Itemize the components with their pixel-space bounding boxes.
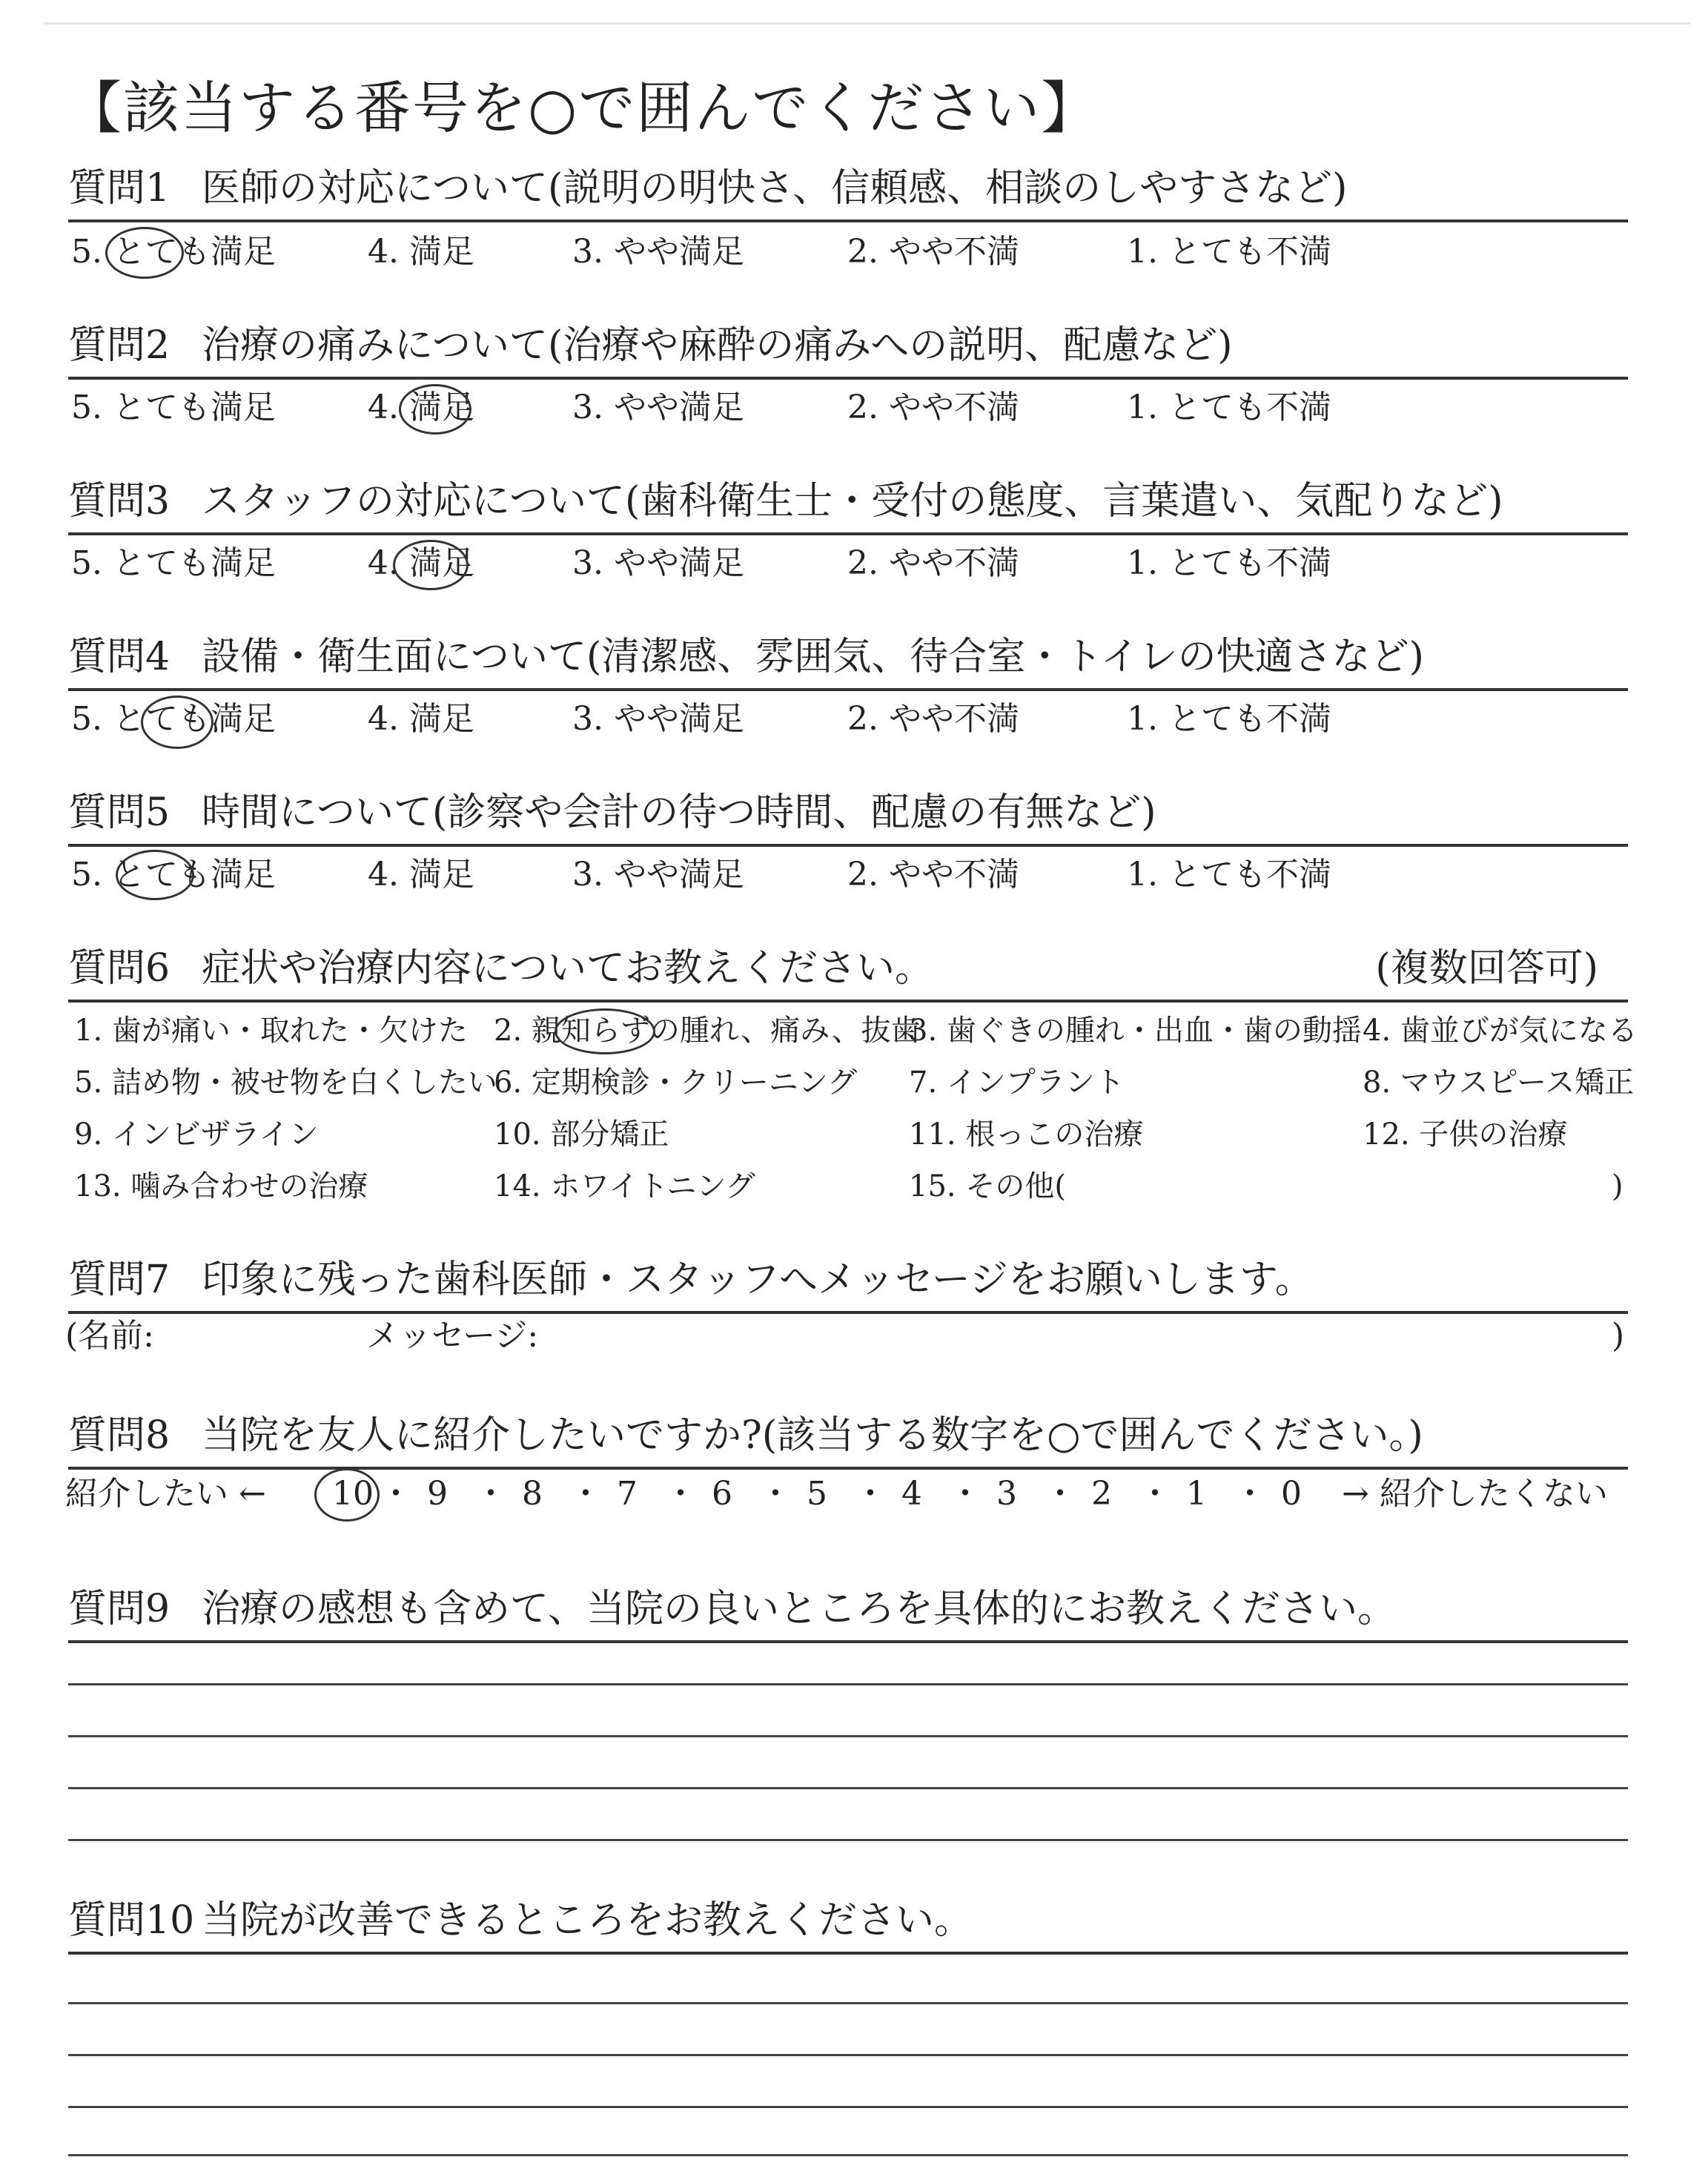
question-text: スタッフの対応について(歯科衛生士・受付の態度、言葉遣い、気配りなど) (202, 479, 1503, 524)
answer-line[interactable] (68, 1839, 1628, 1841)
top-rule (44, 22, 1690, 24)
symptom-option-12[interactable]: 12. 子供の治療 (1363, 1117, 1568, 1152)
scale-value-1[interactable]: 1 (1186, 1475, 1207, 1513)
option-1[interactable]: 1. とても不満 (1127, 544, 1331, 582)
symptom-option-3[interactable]: 3. 歯ぐきの腫れ・出血・歯の動揺 (909, 1014, 1362, 1048)
option-5[interactable]: 5. とても満足 (71, 233, 276, 271)
symptom-option-6[interactable]: 6. 定期検診・クリーニング (494, 1066, 858, 1100)
question-number: 質問8 (68, 1413, 171, 1458)
option-3[interactable]: 3. やや満足 (572, 233, 744, 271)
scale-value-7[interactable]: 7 (617, 1475, 638, 1513)
question-4-heading (68, 626, 1628, 691)
answer-line[interactable] (68, 1683, 1628, 1685)
option-1[interactable]: 1. とても不満 (1127, 856, 1331, 894)
question-2-options (0, 386, 1708, 430)
scale-value-3[interactable]: 3 (996, 1475, 1017, 1513)
option-4[interactable]: 4. 満足 (368, 233, 474, 271)
option-4[interactable]: 4. 満足 (368, 700, 474, 738)
question-number: 質問6 (68, 946, 171, 991)
symptom-option-5[interactable]: 5. 詰め物・被せ物を白くしたい (74, 1066, 497, 1100)
recommend-label: 紹介したい ← (65, 1475, 266, 1513)
question-number: 質問3 (68, 479, 171, 524)
question-5-options (0, 853, 1708, 897)
question-text: 印象に残った歯科医師・スタッフへメッセージをお願いします。 (202, 1258, 1314, 1302)
option-3[interactable]: 3. やや満足 (572, 700, 744, 738)
symptom-option-1[interactable]: 1. 歯が痛い・取れた・欠けた (74, 1014, 468, 1048)
question-text: 治療の痛みについて(治療や麻酔の痛みへの説明、配慮など) (202, 323, 1233, 368)
message-close-paren: ) (1612, 1317, 1625, 1355)
question-number: 質問5 (68, 790, 171, 835)
option-5[interactable]: 5. とても満足 (71, 700, 276, 738)
scale-separator: ・ (569, 1475, 602, 1513)
symptom-option-15[interactable]: 15. その他( (909, 1169, 1066, 1203)
question-2-heading (68, 314, 1628, 380)
recommend-scale (0, 1468, 1708, 1520)
symptom-option-8[interactable]: 8. マウスピース矯正 (1363, 1066, 1635, 1100)
question-text: 症状や治療内容についてお教えください。 (202, 946, 933, 991)
scale-value-0[interactable]: 0 (1281, 1475, 1302, 1513)
question-text: 治療の感想も含めて、当院の良いところを具体的にお教えください。 (202, 1587, 1396, 1631)
question-3-heading (68, 470, 1628, 535)
option-2[interactable]: 2. やや不満 (847, 544, 1019, 582)
question-5-heading (68, 782, 1628, 847)
question-number: 質問1 (68, 166, 171, 211)
question-9-heading (68, 1578, 1628, 1643)
question-number: 質問9 (68, 1587, 171, 1631)
scale-separator: ・ (854, 1475, 887, 1513)
symptom-option-11[interactable]: 11. 根っこの治療 (909, 1117, 1144, 1152)
question-6-heading (68, 937, 1628, 1003)
symptom-option-10[interactable]: 10. 部分矯正 (494, 1117, 669, 1152)
symptom-option-7[interactable]: 7. インプラント (909, 1066, 1125, 1100)
form-title: 【該当する番号を○で囲んでください】 (65, 75, 1099, 141)
question-3-options (0, 541, 1708, 586)
question-8-heading (68, 1404, 1628, 1470)
option-2[interactable]: 2. やや不満 (847, 700, 1019, 738)
message-line (0, 1314, 1708, 1358)
question-1-heading (68, 157, 1628, 222)
scale-separator: ・ (759, 1475, 792, 1513)
option-3[interactable]: 3. やや満足 (572, 856, 744, 894)
scale-value-6[interactable]: 6 (712, 1475, 732, 1513)
option-3[interactable]: 3. やや満足 (572, 544, 744, 582)
option-5[interactable]: 5. とても満足 (71, 856, 276, 894)
question-text: 当院を友人に紹介したいですか?(該当する数字を○で囲んでください。) (202, 1413, 1423, 1458)
option-2[interactable]: 2. やや不満 (847, 233, 1019, 271)
scale-separator: ・ (380, 1475, 412, 1513)
question-10-heading (68, 1889, 1628, 1955)
question-number: 質問4 (68, 635, 171, 679)
question-text: 当院が改善できるところをお教えください。 (202, 1898, 973, 1943)
answer-line[interactable] (68, 2054, 1628, 2056)
symptom-option-13[interactable]: 13. 噛み合わせの治療 (74, 1169, 368, 1203)
symptom-option-4[interactable]: 4. 歯並びが気になる (1363, 1014, 1638, 1048)
scale-separator: ・ (1044, 1475, 1076, 1513)
question-text: 時間について(診察や会計の待つ時間、配慮の有無など) (202, 790, 1156, 835)
answer-line[interactable] (68, 2154, 1628, 2156)
question-number: 質問7 (68, 1258, 171, 1302)
option-5[interactable]: 5. とても満足 (71, 544, 276, 582)
option-1[interactable]: 1. とても不満 (1127, 233, 1331, 271)
scale-value-5[interactable]: 5 (807, 1475, 827, 1513)
question-number: 質問2 (68, 323, 171, 368)
scale-value-8[interactable]: 8 (522, 1475, 543, 1513)
option-1[interactable]: 1. とても不満 (1127, 700, 1331, 738)
scale-value-10[interactable]: 10 (332, 1475, 374, 1513)
question-text: 設備・衛生面について(清潔感、雰囲気、待合室・トイレの快適さなど) (202, 635, 1424, 679)
message-label: メッセージ: (366, 1317, 539, 1355)
option-2[interactable]: 2. やや不満 (847, 389, 1019, 426)
answer-line[interactable] (68, 2106, 1628, 2108)
answer-line[interactable] (68, 1787, 1628, 1789)
question-1-options (0, 230, 1708, 274)
symptom-option-9[interactable]: 9. インビザライン (74, 1117, 319, 1152)
not-recommend-label: → 紹介したくない (1342, 1475, 1608, 1513)
answer-line[interactable] (68, 2002, 1628, 2004)
other-close-paren: ) (1612, 1169, 1623, 1203)
question-text: 医師の対応について(説明の明快さ、信頼感、相談のしやすさなど) (202, 166, 1348, 211)
option-1[interactable]: 1. とても不満 (1127, 389, 1331, 426)
question-number: 質問10 (68, 1898, 195, 1943)
name-label: (名前: (65, 1317, 154, 1355)
option-4[interactable]: 4. 満足 (368, 856, 474, 894)
scale-separator: ・ (1234, 1475, 1266, 1513)
symptom-option-14[interactable]: 14. ホワイトニング (494, 1169, 755, 1203)
option-3[interactable]: 3. やや満足 (572, 389, 744, 426)
scale-value-4[interactable]: 4 (901, 1475, 922, 1513)
option-4[interactable]: 4. 満足 (368, 389, 474, 426)
option-2[interactable]: 2. やや不満 (847, 856, 1019, 894)
scale-value-2[interactable]: 2 (1091, 1475, 1112, 1513)
question-7-heading (68, 1249, 1628, 1314)
option-5[interactable]: 5. とても満足 (71, 389, 276, 426)
scale-separator: ・ (474, 1475, 507, 1513)
option-4[interactable]: 4. 満足 (368, 544, 474, 582)
symptom-option-2[interactable]: 2. 親知らずの腫れ、痛み、抜歯 (494, 1014, 921, 1048)
scale-value-9[interactable]: 9 (427, 1475, 448, 1513)
scale-separator: ・ (949, 1475, 982, 1513)
multiple-answers-note: (複数回答可) (1375, 946, 1598, 991)
question-4-options (0, 697, 1708, 742)
answer-line[interactable] (68, 1735, 1628, 1737)
scale-separator: ・ (1139, 1475, 1171, 1513)
scale-separator: ・ (664, 1475, 697, 1513)
